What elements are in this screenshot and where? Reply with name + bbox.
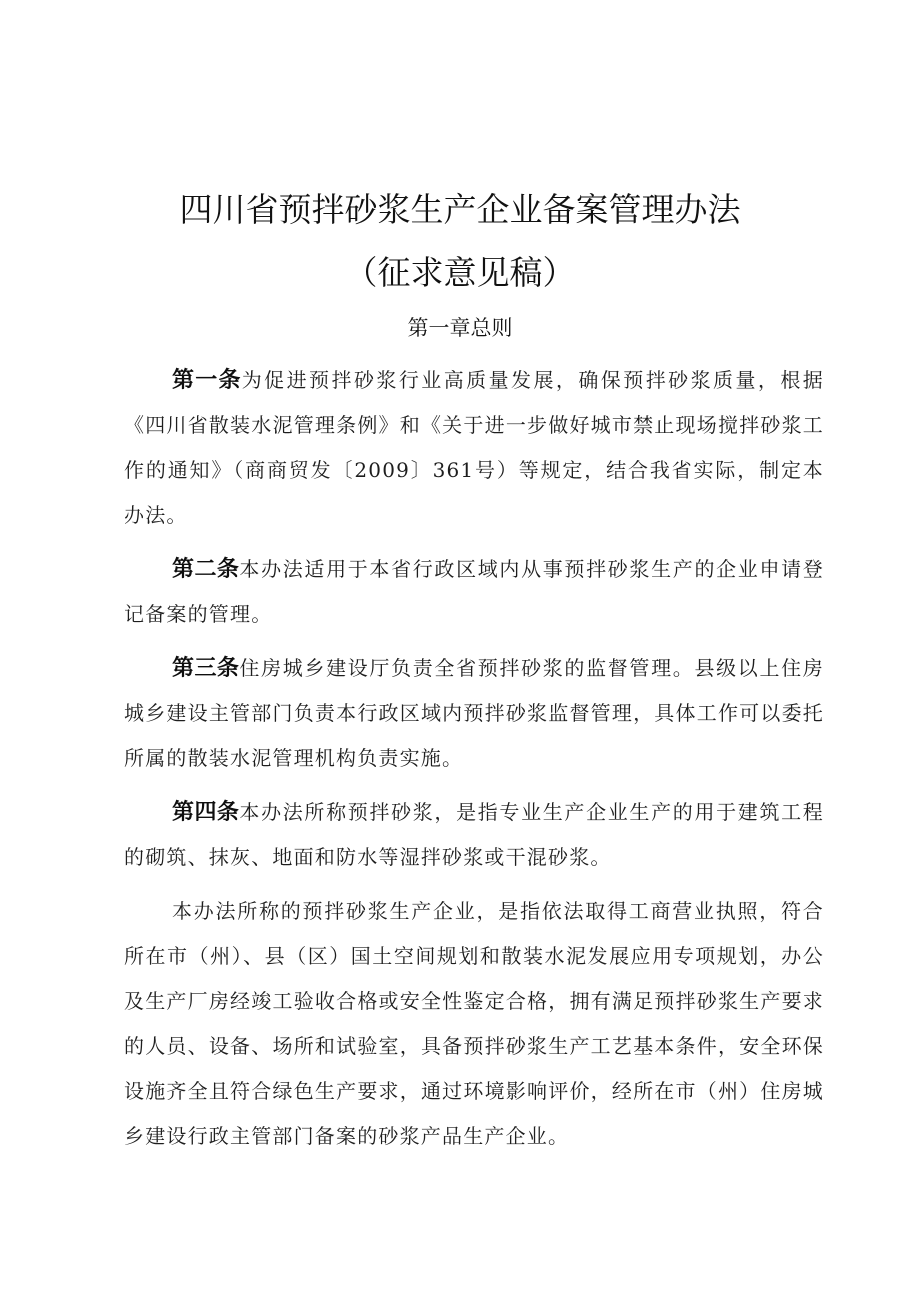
article-1-lead: 第一条 xyxy=(172,368,242,393)
article-1-text: 为促进预拌砂浆行业高质量发展，确保预拌砂浆质量，根据《四川省散装水泥管理条例》和《关于进一步做好城市禁止现场搅拌砂浆工作的通知》（商商贸发〔2009〕361号）等规定，结合我省实际，制定本办法。 xyxy=(124,368,824,527)
article-3-text: 住房城乡建设厅负责全省预拌砂浆的监督管理。县级以上住房城乡建设主管部门负责本行政区域内预拌砂浆监督管理，具体工作可以委托所属的散装水泥管理机构负责实施。 xyxy=(124,656,824,770)
chapter-heading: 第一章总则 xyxy=(407,316,513,340)
document-body xyxy=(124,358,824,1159)
document-title: 四川省预拌砂浆生产企业备案管理办法 xyxy=(179,190,741,229)
document-subtitle: （征求意见稿） xyxy=(344,253,576,292)
article-4-definition-text: 本办法所称的预拌砂浆生产企业，是指依法取得工商营业执照，符合所在市（州）、县（区）国土空间规划和散装水泥发展应用专项规划，办公及生产厂房经竣工验收合格或安全性鉴定合格，拥有满足预拌砂浆生产要求的人员、设备、场所和试验室，具备预拌砂浆生产工艺基本条件，安全环保设施齐全且符合绿色生产要求，通过环境影响评价，经所在市（州）住房城乡建设行政主管部门备案的砂浆产品生产企业。 xyxy=(124,899,824,1148)
article-2-paragraph xyxy=(124,547,824,637)
article-1-paragraph xyxy=(124,358,824,538)
article-2-lead: 第二条 xyxy=(172,557,240,582)
article-3-lead: 第三条 xyxy=(172,656,240,681)
article-4-definition-paragraph xyxy=(124,889,824,1159)
article-4-lead: 第四条 xyxy=(172,800,240,825)
article-2-text: 本办法适用于本省行政区域内从事预拌砂浆生产的企业申请登记备案的管理。 xyxy=(124,557,824,626)
article-4-paragraph xyxy=(124,790,824,880)
article-3-paragraph xyxy=(124,646,824,781)
article-4-text: 本办法所称预拌砂浆，是指专业生产企业生产的用于建筑工程的砌筑、抹灰、地面和防水等湿拌砂浆或干混砂浆。 xyxy=(124,800,824,869)
